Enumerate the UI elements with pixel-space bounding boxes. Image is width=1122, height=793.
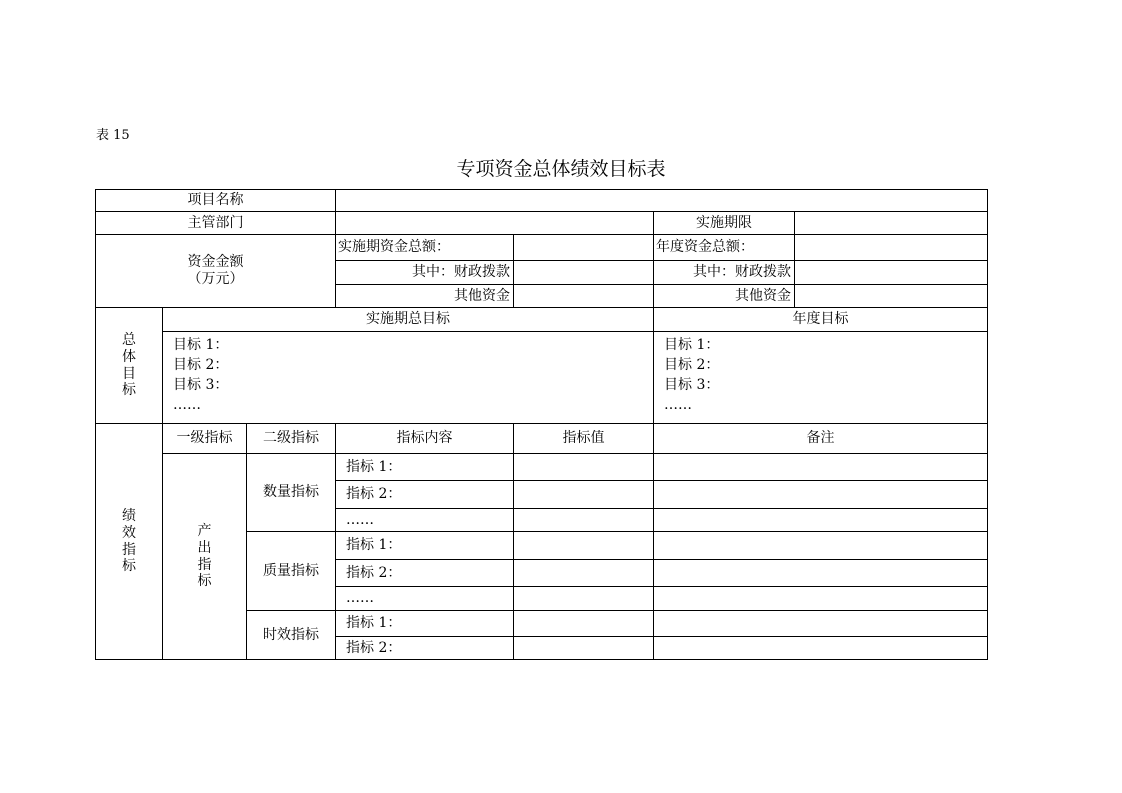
- impl-fund-total-label: 实施期资金总额：: [336, 235, 514, 261]
- annual-goal-item: ……: [664, 397, 692, 413]
- overall-goals-char: 总: [122, 331, 136, 348]
- timeliness-value-field[interactable]: [514, 637, 654, 660]
- quantity-remark-field[interactable]: [654, 509, 988, 532]
- level2-header: 二级指标: [247, 424, 336, 454]
- fund-amount-line1: 资金金额: [187, 254, 244, 271]
- performance-char: 绩: [122, 507, 136, 524]
- annual-fund-total-label: 年度资金总额：: [654, 235, 795, 261]
- annual-other-label: 其他资金: [654, 285, 795, 308]
- annual-fund-total-field[interactable]: [795, 235, 988, 261]
- table-number: 表 15: [96, 128, 130, 143]
- quality-value-field[interactable]: [514, 587, 654, 611]
- impl-goal-item: 目标 3：: [173, 377, 229, 393]
- impl-other-field[interactable]: [514, 285, 654, 308]
- department-field[interactable]: [336, 212, 654, 235]
- annual-fiscal-field[interactable]: [795, 261, 988, 285]
- performance-char: 指: [122, 541, 136, 558]
- output-char: 产: [197, 522, 212, 539]
- quality-item[interactable]: ……: [336, 587, 514, 611]
- timeliness-remark-field[interactable]: [654, 611, 988, 637]
- annual-other-field[interactable]: [795, 285, 988, 308]
- quality-remark-field[interactable]: [654, 532, 988, 560]
- quantity-value-field[interactable]: [514, 509, 654, 532]
- quality-remark-field[interactable]: [654, 587, 988, 611]
- overall-goals-char: 标: [122, 382, 136, 399]
- project-name-field[interactable]: [336, 190, 988, 212]
- impl-fiscal-field[interactable]: [514, 261, 654, 285]
- timeliness-value-field[interactable]: [514, 611, 654, 637]
- quantity-value-field[interactable]: [514, 454, 654, 481]
- quality-indicator-label: 质量指标: [247, 532, 336, 611]
- output-char: 出: [197, 539, 212, 556]
- annual-goal-item: 目标 2：: [664, 357, 720, 373]
- timeliness-remark-field[interactable]: [654, 637, 988, 660]
- quality-value-field[interactable]: [514, 532, 654, 560]
- annual-goal-header: 年度目标: [654, 308, 988, 332]
- quality-remark-field[interactable]: [654, 560, 988, 587]
- performance-goal-table: [95, 189, 988, 660]
- value-header: 指标值: [514, 424, 654, 454]
- impl-fund-total-field[interactable]: [514, 235, 654, 261]
- impl-period-label: 实施期限: [654, 212, 795, 235]
- quantity-item[interactable]: ……: [336, 509, 514, 532]
- output-char: 指: [197, 556, 212, 573]
- overall-goals-char: 体: [122, 348, 136, 365]
- performance-char: 效: [122, 524, 136, 541]
- quantity-remark-field[interactable]: [654, 454, 988, 481]
- content-header: 指标内容: [336, 424, 514, 454]
- quality-item[interactable]: 指标 1：: [336, 532, 514, 560]
- annual-goal-item: 目标 3：: [664, 377, 720, 393]
- impl-goal-item: 目标 1：: [173, 337, 229, 353]
- impl-goal-item: 目标 2：: [173, 357, 229, 373]
- overall-goals-label: [96, 308, 163, 424]
- page-title: 专项资金总体绩效目标表: [456, 158, 666, 180]
- annual-goal-item: 目标 1：: [664, 337, 720, 353]
- fund-amount-label: [96, 235, 336, 308]
- annual-fiscal-label: 其中：财政拨款: [654, 261, 795, 285]
- impl-goal-item: ……: [173, 397, 201, 413]
- fund-amount-line2: （万元）: [187, 271, 244, 287]
- department-label: 主管部门: [96, 212, 336, 235]
- project-name-label: 项目名称: [96, 190, 336, 212]
- timeliness-indicator-label: 时效指标: [247, 611, 336, 660]
- performance-char: 标: [122, 558, 136, 575]
- impl-other-label: 其他资金: [336, 285, 514, 308]
- quality-value-field[interactable]: [514, 560, 654, 587]
- quantity-remark-field[interactable]: [654, 481, 988, 509]
- performance-indicators-label: [96, 424, 163, 660]
- output-indicators-label: [163, 454, 247, 660]
- quantity-indicator-label: 数量指标: [247, 454, 336, 532]
- quantity-item[interactable]: 指标 2：: [336, 481, 514, 509]
- quality-item[interactable]: 指标 2：: [336, 560, 514, 587]
- output-char: 标: [197, 573, 212, 590]
- timeliness-item[interactable]: 指标 1：: [336, 611, 514, 637]
- quantity-item[interactable]: 指标 1：: [336, 454, 514, 481]
- impl-period-field[interactable]: [795, 212, 988, 235]
- impl-goal-header: 实施期总目标: [163, 308, 654, 332]
- overall-goals-char: 目: [122, 365, 136, 382]
- impl-goal-list[interactable]: [163, 332, 654, 424]
- level1-header: 一级指标: [163, 424, 247, 454]
- timeliness-item[interactable]: 指标 2：: [336, 637, 514, 660]
- annual-goal-list[interactable]: [654, 332, 988, 424]
- quantity-value-field[interactable]: [514, 481, 654, 509]
- impl-fiscal-label: 其中：财政拨款: [336, 261, 514, 285]
- remark-header: 备注: [654, 424, 988, 454]
